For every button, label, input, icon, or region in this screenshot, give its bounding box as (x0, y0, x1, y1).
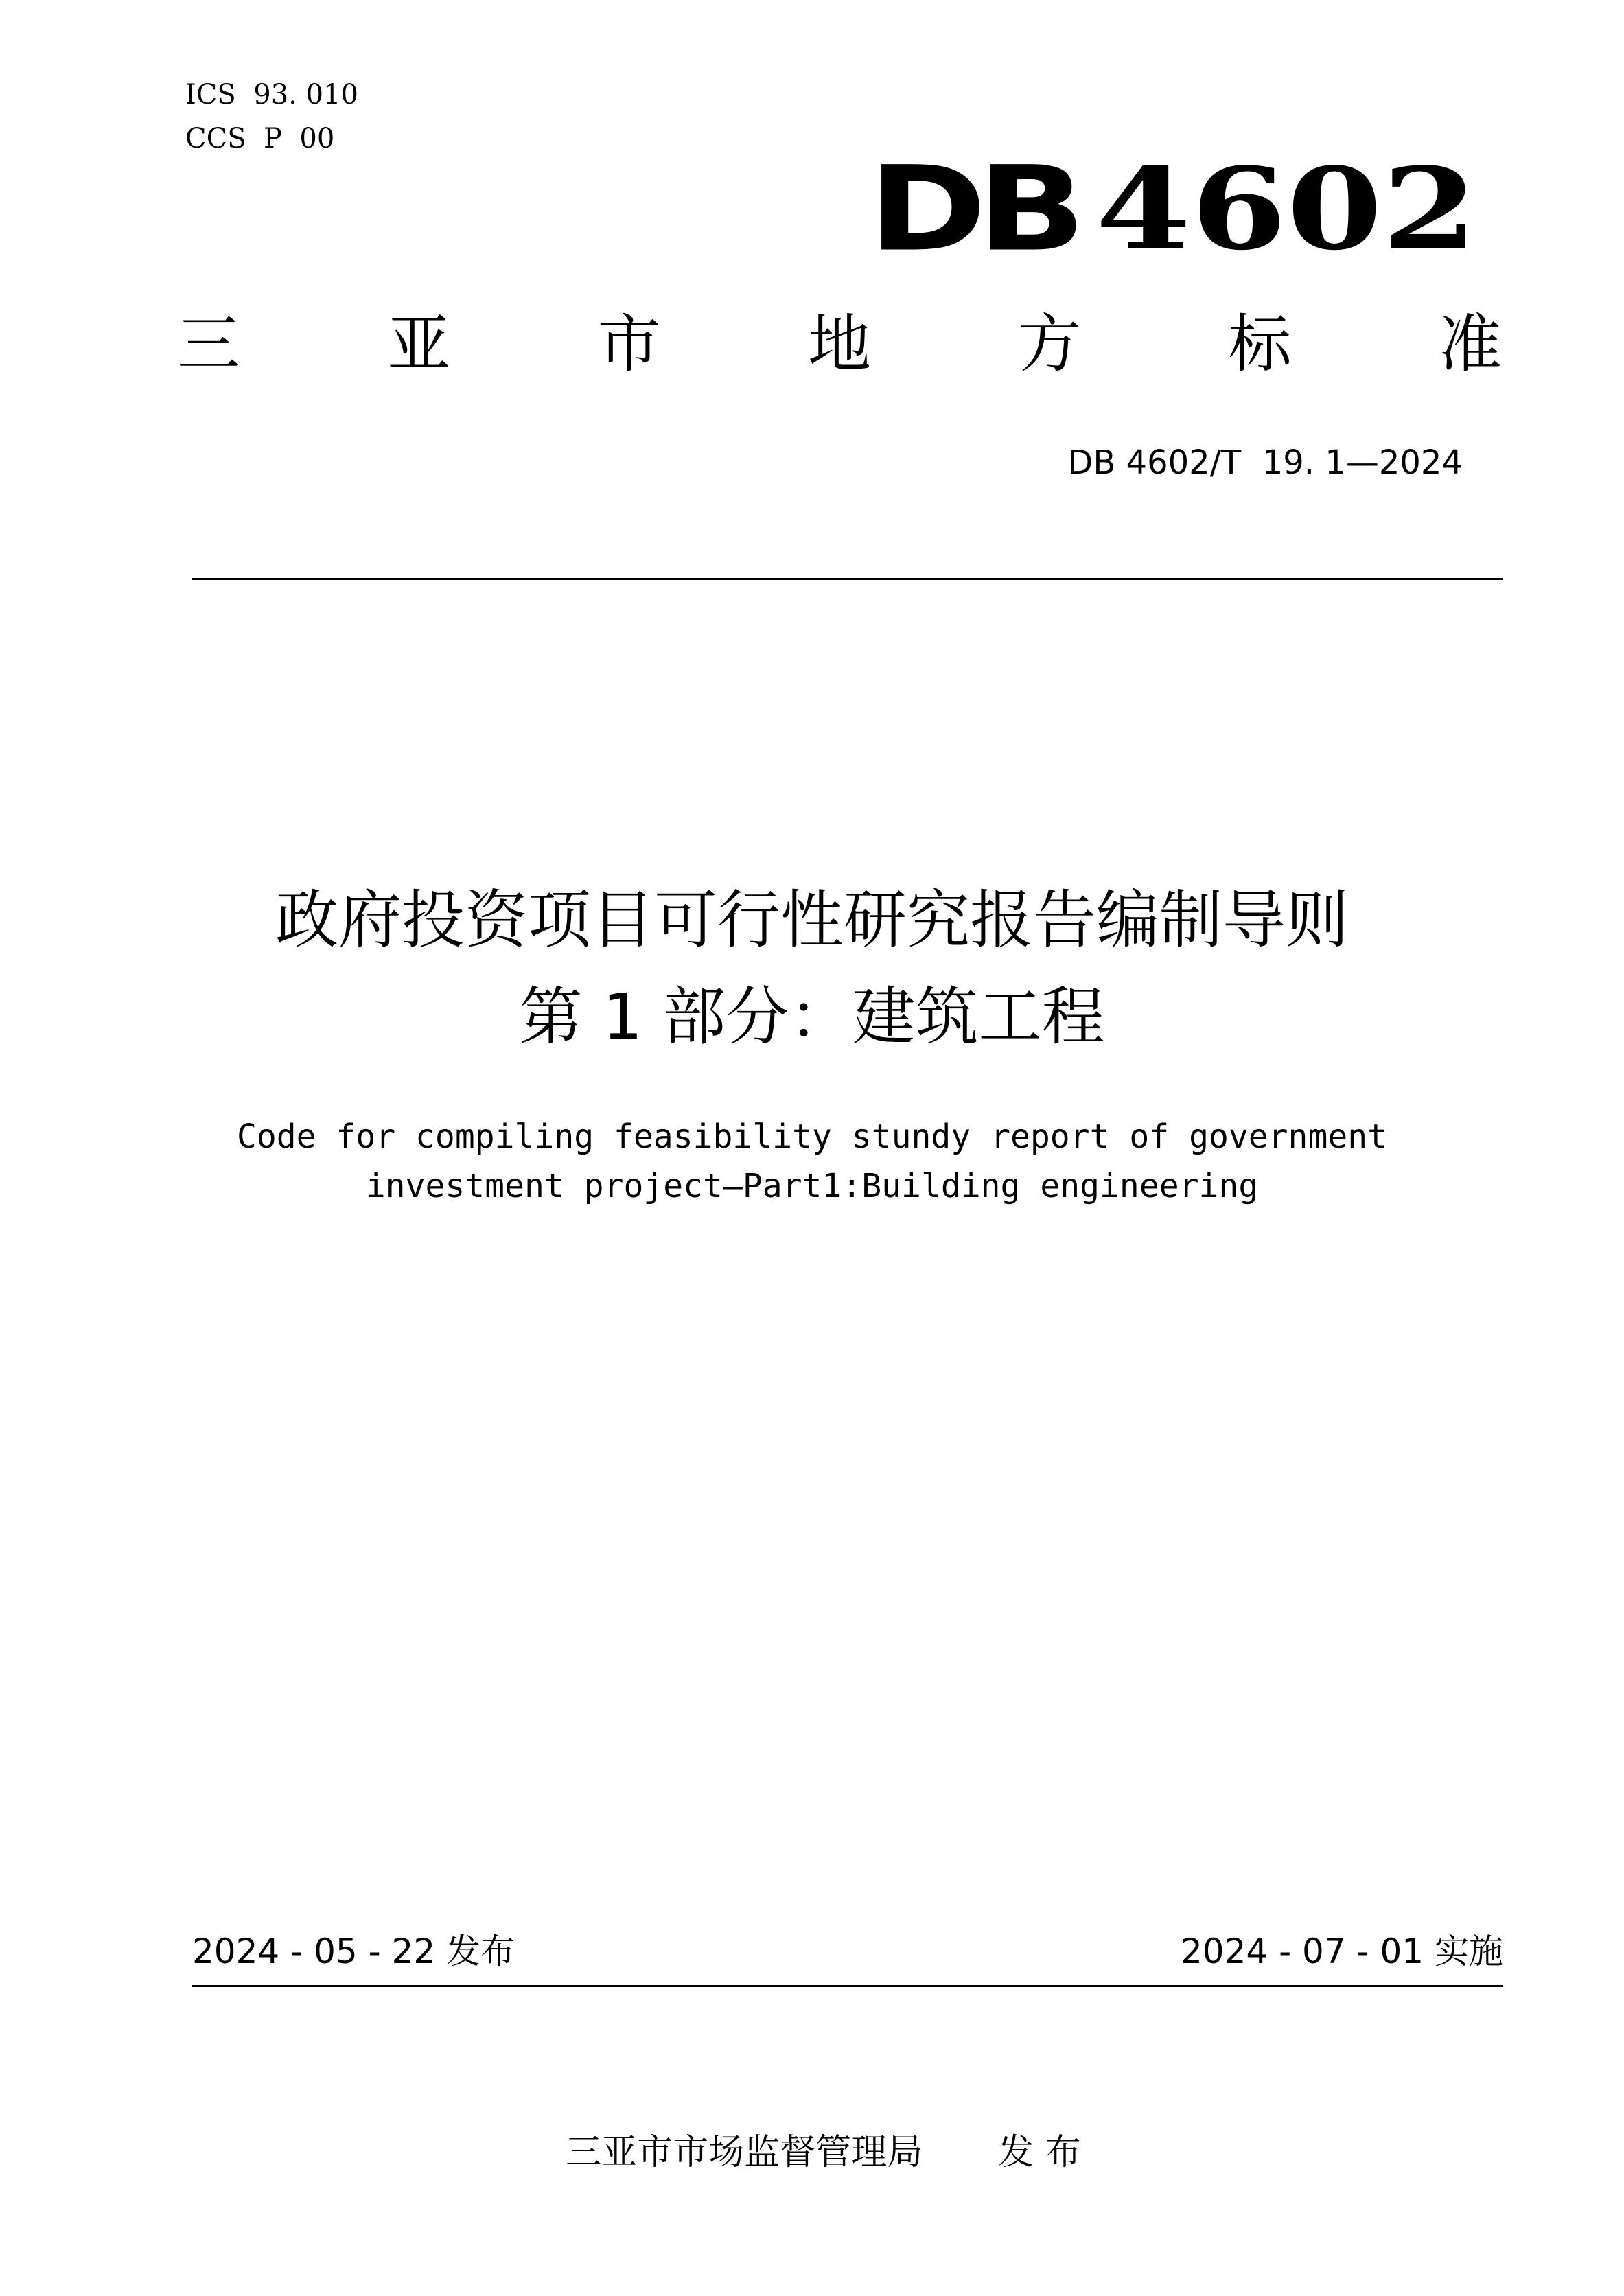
chinese-title-line-2: 第 1 部分：建筑工程 (519, 980, 1105, 1054)
standard-type-char: 标 (1228, 308, 1292, 381)
issue-date: 2024 - 05 - 22 发布 (192, 1932, 515, 1971)
english-title-line-1: Code for compiling feasibility stundy report of government (236, 1117, 1388, 1156)
standard-type-char: 准 (1438, 308, 1502, 381)
standard-type-char: 地 (807, 308, 871, 381)
standard-type-char: 市 (597, 308, 661, 381)
publisher-name: 三亚市市场监督管理局 (566, 2132, 923, 2173)
bottom-divider (192, 1985, 1503, 1987)
standard-type-title (177, 308, 1502, 381)
ics-code: ICS 93. 010 (185, 79, 358, 111)
db-logo-letters: DB (868, 141, 1077, 278)
standard-code: DB 4602/T 19. 1—2024 (1067, 443, 1463, 482)
standard-type-char: 方 (1018, 308, 1082, 381)
standard-type-char: 亚 (387, 308, 451, 381)
publisher-line (0, 2099, 1624, 2173)
standard-type-char: 三 (177, 308, 241, 381)
publisher-action: 发 布 (998, 2132, 1081, 2173)
ccs-code: CCS P 00 (185, 123, 335, 154)
implementation-date: 2024 - 07 - 01 实施 (1180, 1932, 1503, 1971)
db-logo (868, 141, 1478, 278)
top-divider (192, 578, 1503, 580)
db-logo-number: 4602 (1095, 143, 1478, 276)
english-title-line-2: investment project—Part1:Building engineering (365, 1167, 1259, 1205)
chinese-title-line-1: 政府投资项目可行性研究报告编制导则 (275, 883, 1349, 957)
